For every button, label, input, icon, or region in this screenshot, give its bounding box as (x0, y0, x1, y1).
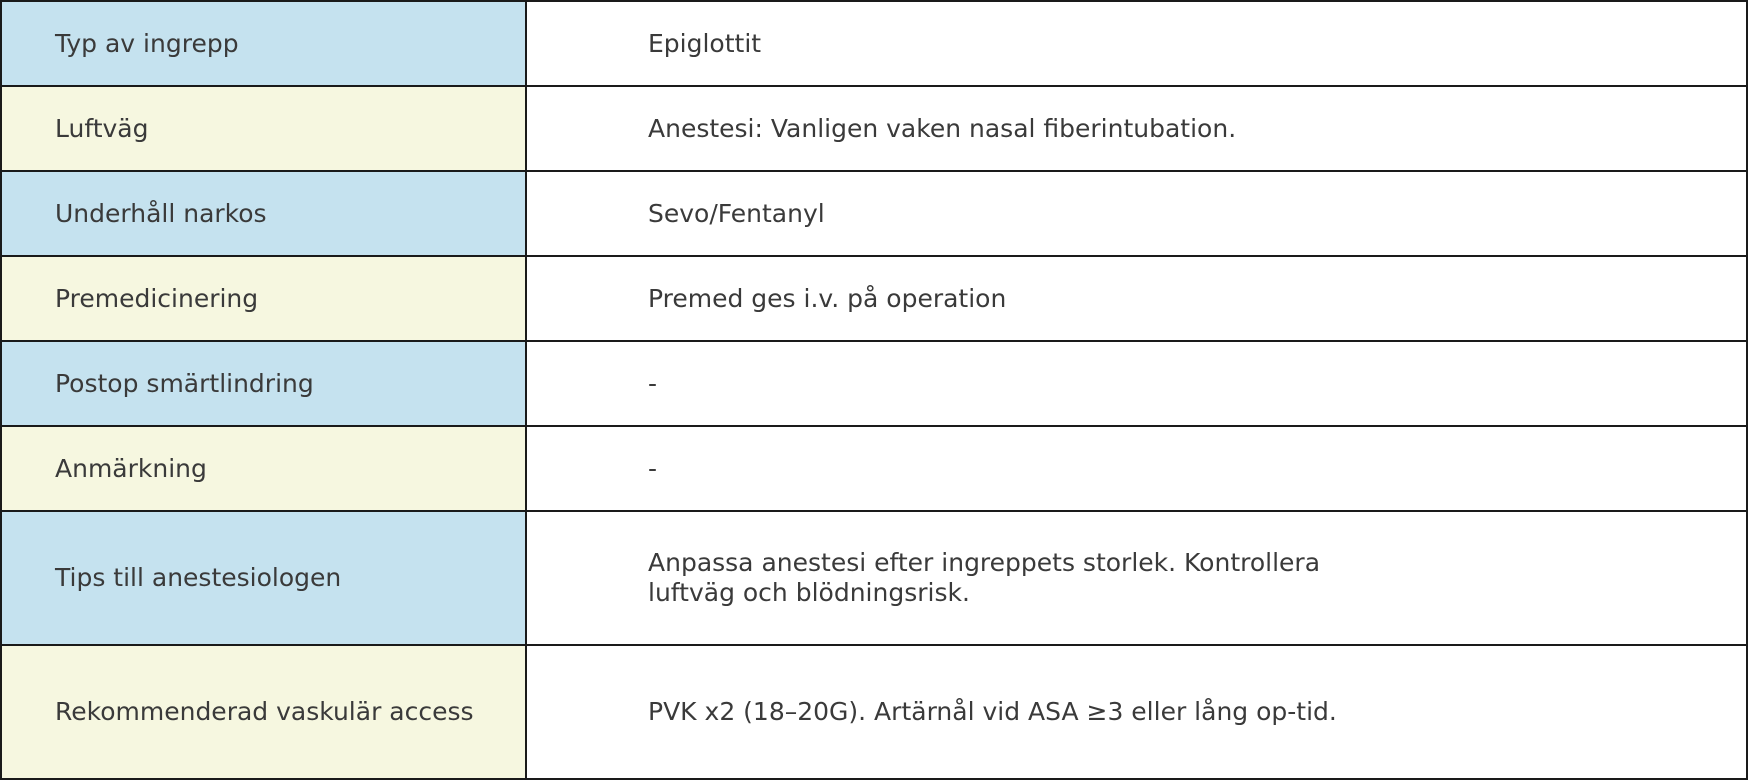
row-value-postop-smartlindring: - (526, 341, 1747, 426)
row-value-premedicinering: Premed ges i.v. på operation (526, 256, 1747, 341)
row-label-tips-till-anestesiologen: Tips till anestesiologen (1, 511, 526, 645)
row-label-typ-av-ingrepp: Typ av ingrepp (1, 1, 526, 86)
table-row (1, 511, 1747, 645)
table-row (1, 645, 1747, 779)
row-label-premedicinering: Premedicinering (1, 256, 526, 341)
table-row (1, 171, 1747, 256)
row-label-postop-smartlindring: Postop smärtlindring (1, 341, 526, 426)
row-value-rekommenderad-vaskular-access: PVK x2 (18–20G). Artärnål vid ASA ≥3 eller lång op-tid. (526, 645, 1747, 779)
row-value-tips-till-anestesiologen: Anpassa anestesi efter ingreppets storlek. Kontrollera luftväg och blödningsrisk. (526, 511, 1747, 645)
row-value-typ-av-ingrepp: Epiglottit (526, 1, 1747, 86)
row-label-luftvag: Luftväg (1, 86, 526, 171)
row-value-anmarkning: - (526, 426, 1747, 511)
row-label-underhall-narkos: Underhåll narkos (1, 171, 526, 256)
row-label-anmarkning: Anmärkning (1, 426, 526, 511)
table-row (1, 256, 1747, 341)
row-value-underhall-narkos: Sevo/Fentanyl (526, 171, 1747, 256)
row-value-luftvag: Anestesi: Vanligen vaken nasal fiberintubation. (526, 86, 1747, 171)
row-label-rekommenderad-vaskular-access: Rekommenderad vaskulär access (1, 645, 526, 779)
table-row (1, 341, 1747, 426)
table-row (1, 426, 1747, 511)
table-row (1, 86, 1747, 171)
table-row (1, 1, 1747, 86)
